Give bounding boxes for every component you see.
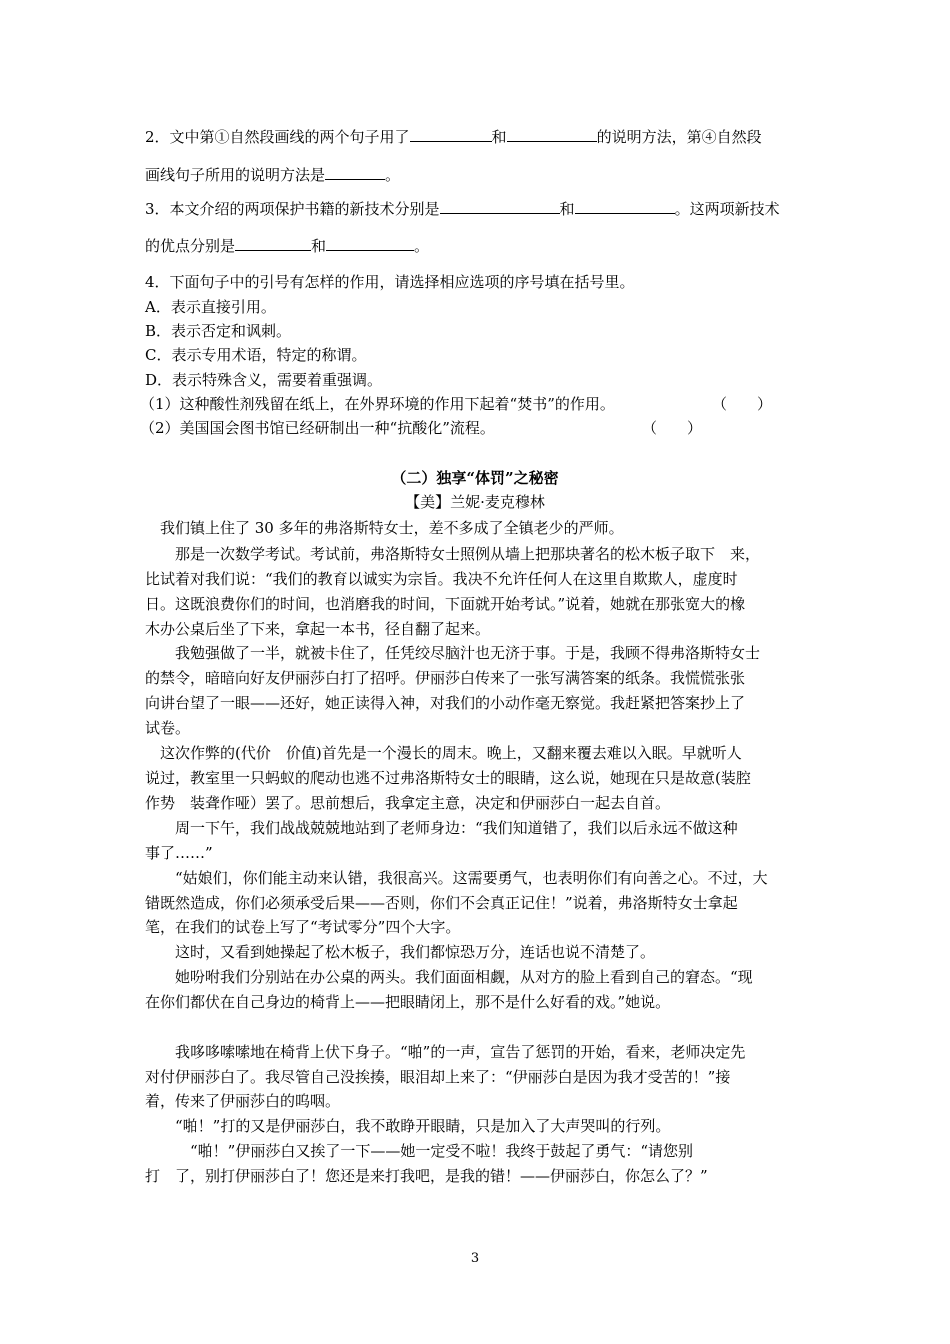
story-line: 向讲台望了一眼——还好，她正读得入神，对我们的小动作毫无察觉。我赶紧把答案抄上了 bbox=[145, 694, 746, 712]
q3-text-e: 和 bbox=[311, 237, 327, 255]
page-number: 3 bbox=[470, 1251, 480, 1266]
story-line: 日。这既浪费你们的时间，也消磨我的时间，下面就开始考试。”说着，她就在那张宽大的橡 bbox=[145, 595, 746, 613]
story-line: 周一下午，我们战战兢兢地站到了老师身边：“我们知道错了，我们以后永远不做这种 bbox=[145, 819, 738, 837]
question-3-line-1 bbox=[145, 199, 780, 219]
story-line: 比试着对我们说：“我们的教育以诚实为宗旨。我决不允许任何人在这里自欺欺人，虚度时 bbox=[145, 570, 738, 588]
story-line: 事了……” bbox=[145, 844, 213, 862]
story-line: 我们镇上住了 30 多年的弗洛斯特女士，差不多成了全镇老少的严师。 bbox=[145, 519, 624, 537]
story-author: 【美】兰妮·麦克穆林 bbox=[405, 493, 545, 511]
q2-text-a: 2．文中第①自然段画线的两个句子用了 bbox=[145, 128, 410, 146]
story-line: “姑娘们，你们能主动来认错，我很高兴。这需要勇气，也表明你们有向善之心。不过，大 bbox=[145, 869, 768, 887]
story-line: 错既然造成，你们必须承受后果——否则，你们不会真正记住！”说着，弗洛斯特女士拿起 bbox=[145, 894, 738, 912]
story-line: 这次作弊的(代价 价值)首先是一个漫长的周末。晚上，又翻来覆去难以入眠。早就听人 bbox=[145, 744, 742, 762]
q3-text-c: 。这两项新技术 bbox=[674, 200, 780, 218]
question-2-line-2 bbox=[145, 165, 400, 185]
answer-blank[interactable] bbox=[440, 199, 560, 214]
q3-text-a: 3．本文介绍的两项保护书籍的新技术分别是 bbox=[145, 200, 440, 218]
option-a: A．表示直接引用。 bbox=[145, 298, 276, 316]
question-4-stem: 4．下面句子中的引号有怎样的作用，请选择相应选项的序号填在括号里。 bbox=[145, 273, 635, 291]
q2-text-e: 。 bbox=[385, 166, 401, 184]
q3-text-b: 和 bbox=[559, 200, 575, 218]
story-line: 我哆哆嗦嗦地在椅背上伏下身子。“啪”的一声，宣告了惩罚的开始，看来，老师决定先 bbox=[145, 1043, 746, 1061]
story-line: 试卷。 bbox=[145, 719, 191, 737]
story-line: 说过，教室里一只蚂蚁的爬动也逃不过弗洛斯特女士的眼睛，这么说，她现在只是故意(装腔 bbox=[145, 769, 751, 787]
story-line: 打 了，别打伊丽莎白了！您还是来打我吧，是我的错！——伊丽莎白，你怎么了？” bbox=[145, 1167, 708, 1185]
item-1 bbox=[140, 394, 615, 414]
item-1-text: （1）这种酸性剂残留在纸上，在外界环境的作用下起着“焚书”的作用。 bbox=[140, 395, 615, 413]
story-line: 在你们都伏在自己身边的椅背上——把眼睛闭上，那不是什么好看的戏。”她说。 bbox=[145, 993, 671, 1011]
story-line: “啪！”打的又是伊丽莎白，我不敢睁开眼睛，只是加入了大声哭叫的行列。 bbox=[145, 1117, 671, 1135]
story-line: 笔，在我们的试卷上写了“考试零分”四个大字。 bbox=[145, 918, 461, 936]
item-2-answer-blank[interactable]: （ ） bbox=[642, 419, 703, 437]
story-line: 的禁令，暗暗向好友伊丽莎白打了招呼。伊丽莎白传来了一张写满答案的纸条。我慌慌张张 bbox=[145, 669, 746, 687]
q2-text-d: 画线句子所用的说明方法是 bbox=[145, 166, 326, 184]
option-c: C．表示专用术语，特定的称谓。 bbox=[145, 346, 367, 364]
option-b: B．表示否定和讽刺。 bbox=[145, 322, 292, 340]
answer-blank[interactable] bbox=[326, 236, 414, 251]
item-2 bbox=[140, 418, 495, 438]
item-2-text: （2）美国国会图书馆已经研制出一种“抗酸化”流程。 bbox=[140, 419, 495, 437]
story-line: 着，传来了伊丽莎白的呜咽。 bbox=[145, 1092, 341, 1110]
answer-blank[interactable] bbox=[235, 236, 311, 251]
story-line: 我勉强做了一半，就被卡住了，任凭绞尽脑汁也无济于事。于是，我顾不得弗洛斯特女士 bbox=[145, 644, 761, 662]
answer-blank[interactable] bbox=[507, 127, 597, 142]
question-2-line-1 bbox=[145, 127, 762, 147]
story-line: 她吩咐我们分别站在办公桌的两头。我们面面相觑，从对方的脸上看到自己的窘态。“现 bbox=[145, 968, 753, 986]
item-1-answer-blank[interactable]: （ ） bbox=[712, 395, 773, 413]
story-line: 对付伊丽莎白了。我尽管自己没挨揍，眼泪却上来了：“伊丽莎白是因为我才受苦的！”接 bbox=[145, 1068, 731, 1086]
story-line: 那是一次数学考试。考试前，弗洛斯特女士照例从墙上把那块著名的松木板子取下 来， bbox=[145, 545, 761, 563]
story-line: 木办公桌后坐了下来，拿起一本书，径自翻了起来。 bbox=[145, 620, 491, 638]
story-line: “啪！”伊丽莎白又挨了一下——她一定受不啦！我终于鼓起了勇气：“请您别 bbox=[145, 1142, 694, 1160]
story-title: （二）独享“体罚”之秘密 bbox=[391, 469, 559, 487]
q2-text-c: 的说明方法，第④自然段 bbox=[596, 128, 762, 146]
story-line: 这时，又看到她操起了松木板子，我们都惊恐万分，连话也说不清楚了。 bbox=[145, 943, 656, 961]
answer-blank[interactable] bbox=[410, 127, 492, 142]
answer-blank[interactable] bbox=[325, 165, 385, 180]
q2-text-b: 和 bbox=[491, 128, 507, 146]
q3-text-d: 的优点分别是 bbox=[145, 237, 236, 255]
q3-text-f: 。 bbox=[414, 237, 430, 255]
story-line: 作势 装聋作哑）罢了。思前想后，我拿定主意，决定和伊丽莎白一起去自首。 bbox=[145, 794, 671, 812]
answer-blank[interactable] bbox=[575, 199, 675, 214]
question-3-line-2 bbox=[145, 236, 429, 256]
option-d: D．表示特殊含义，需要着重强调。 bbox=[145, 371, 383, 389]
